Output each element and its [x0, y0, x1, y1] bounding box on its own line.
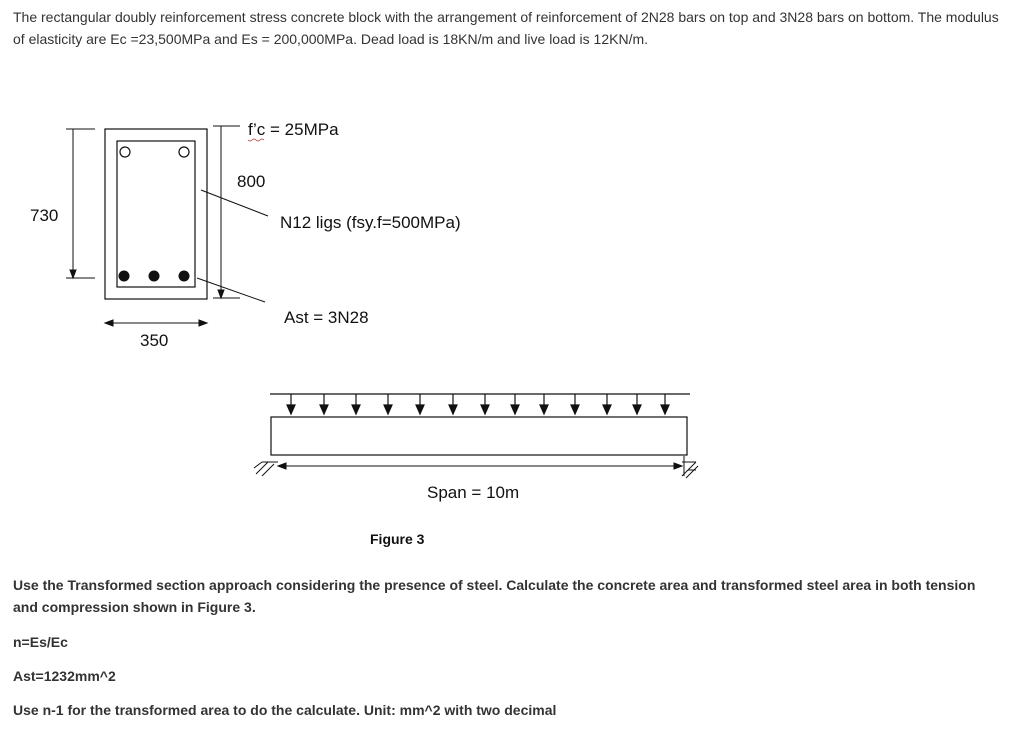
dim-730-label: 730 [30, 206, 59, 225]
question-ast-value: Ast=1232mm^2 [13, 668, 116, 684]
dim-800-label: 800 [237, 172, 266, 191]
ligs-label: N12 ligs (fsy.f=500MPa) [280, 213, 461, 232]
left-support [254, 462, 278, 476]
question-instruction: Use n-1 for the transformed area to do the calculate. Unit: mm^2 with two decimal [13, 702, 557, 718]
dim-350 [105, 320, 207, 326]
beam [271, 417, 687, 455]
distributed-load [270, 394, 690, 414]
dim-350-label: 350 [140, 331, 169, 350]
question-formula-n: n=Es/Ec [13, 634, 68, 650]
dim-730 [66, 129, 95, 278]
dim-span [278, 463, 682, 469]
right-support [682, 456, 698, 478]
ligs-leader [201, 190, 268, 216]
span-label: Span = 10m [427, 483, 520, 502]
dim-800 [213, 126, 240, 298]
question-text: Use the Transformed section approach considering the presence of steel. Calculate the concrete area and transformed steel area in both tension and compression shown in Figure 3. [13, 577, 976, 615]
problem-statement: The rectangular doubly reinforcement stress concrete block with the arrangement of reinforcement of 2N28 bars on top and 3N28 bars on bottom. The modulus of elasticity are Ec =23,500MPa and Es = 200,000MPa. Dead load is 18KN/m and live load is 12KN/m. [13, 9, 999, 47]
figure-caption: Figure 3 [370, 531, 425, 547]
fc-label: f’c = 25MPa [248, 120, 339, 139]
spell-squiggle [248, 139, 264, 141]
bottom-bars [119, 271, 190, 282]
ast-label: Ast = 3N28 [284, 308, 369, 327]
